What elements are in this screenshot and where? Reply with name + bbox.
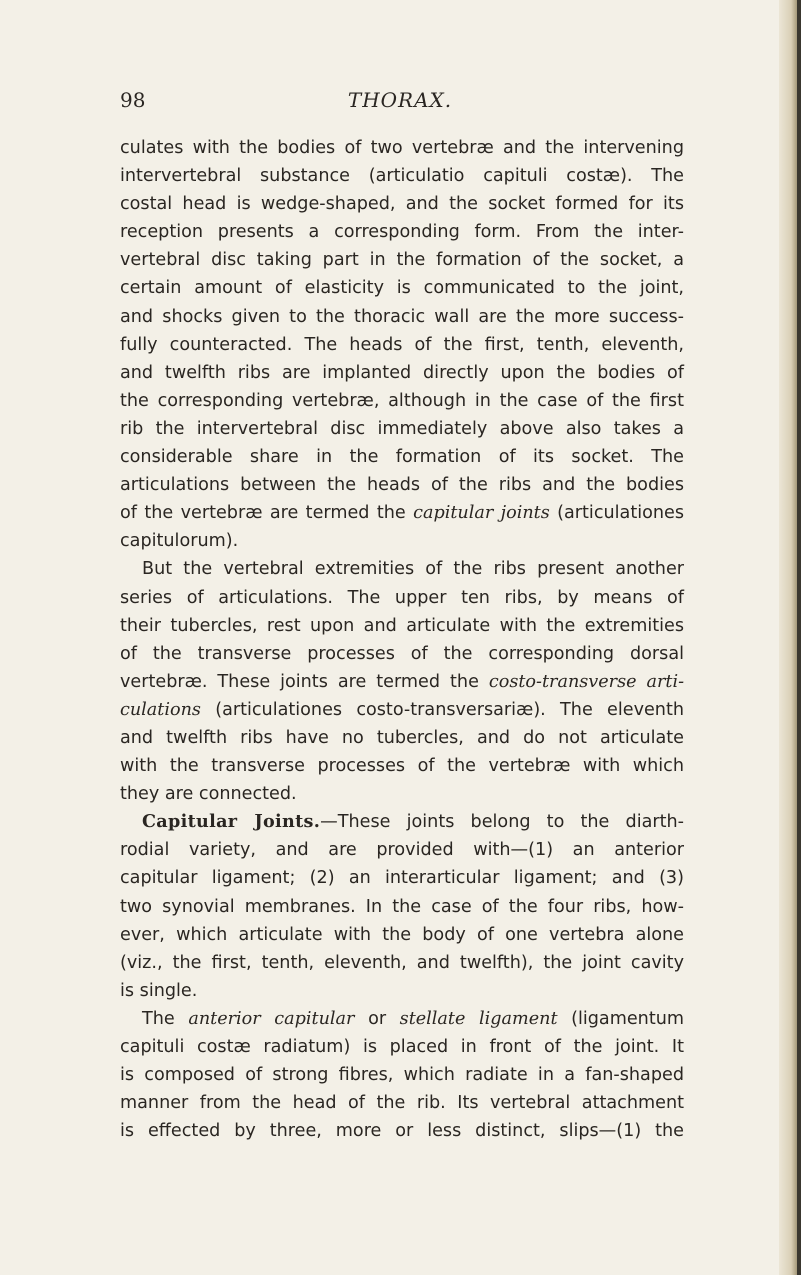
text-line: is single. bbox=[120, 980, 198, 1001]
text-line: is effected by three, more or less distinct, slips—(1) the bbox=[120, 1121, 684, 1142]
text-line: rodial variety, and are provided with—(1) an anterior bbox=[120, 840, 684, 861]
text-line: ever, which articulate with the body of one vertebra alone bbox=[120, 924, 684, 945]
text-segment: vertebræ. These joints are termed the bbox=[120, 671, 479, 692]
text-line: costal head is wedge-shaped, and the socket formed for its bbox=[120, 194, 684, 215]
text-line: of the transverse processes of the corresponding dorsal bbox=[120, 643, 684, 664]
text-line bbox=[120, 808, 684, 836]
text-line bbox=[120, 696, 684, 724]
text-line: culates with the bodies of two vertebræ and the intervening bbox=[120, 138, 684, 158]
term-stellate-ligament: stellate ligament bbox=[399, 1008, 558, 1029]
text-line: two synovial membranes. In the case of the four ribs, how- bbox=[120, 896, 684, 917]
text-line: (viz., the first, tenth, eleventh, and twelfth), the joint cavity bbox=[120, 952, 684, 973]
text-line: intervertebral substance (articulatio capituli costæ). The bbox=[120, 166, 684, 187]
text-line: considerable share in the formation of its socket. The bbox=[120, 447, 684, 468]
body-text bbox=[120, 134, 684, 1145]
term-culations: culations bbox=[120, 699, 201, 720]
text-segment: (ligamentum bbox=[571, 1008, 685, 1029]
text-line: reception presents a corresponding form. From the inter- bbox=[120, 222, 684, 243]
page-edge bbox=[779, 0, 801, 1275]
text-line: capitular ligament; (2) an interarticular ligament; and (3) bbox=[120, 868, 684, 889]
text-line: with the transverse processes of the vertebræ with which bbox=[120, 756, 684, 777]
text-segment: or bbox=[368, 1008, 387, 1029]
text-segment: —These joints belong to the diarth- bbox=[320, 812, 684, 833]
term-costo-transverse: costo-transverse arti- bbox=[488, 671, 685, 692]
page-header bbox=[120, 88, 680, 118]
text-line: manner from the head of the rib. Its vertebral attachment bbox=[120, 1093, 684, 1114]
text-line: is composed of strong fibres, which radiate in a fan-shaped bbox=[120, 1065, 684, 1086]
term-capitular-joints: capitular joints bbox=[413, 503, 550, 524]
text-line: fully counteracted. The heads of the first, tenth, eleventh, bbox=[120, 334, 684, 355]
text-segment: of the vertebræ are termed the bbox=[120, 503, 406, 524]
text-segment: The bbox=[142, 1008, 175, 1029]
text-line: certain amount of elasticity is communicated to the joint, bbox=[120, 278, 684, 299]
text-line: vertebral disc taking part in the formation of the socket, a bbox=[120, 250, 684, 271]
text-segment: (articulationes bbox=[557, 503, 685, 524]
text-line: the corresponding vertebræ, although in the case of the first bbox=[120, 390, 684, 411]
text-line: articulations between the heads of the ribs and the bodies bbox=[120, 475, 684, 496]
text-line: and twelfth ribs have no tubercles, and do not articulate bbox=[120, 727, 684, 748]
text-line: they are connected. bbox=[120, 784, 297, 805]
section-heading: Capitular Joints. bbox=[142, 811, 321, 833]
text-line: But the vertebral extremities of the ribs present another bbox=[142, 559, 684, 580]
text-line bbox=[120, 499, 684, 527]
page-number: 98 bbox=[120, 88, 146, 112]
text-line: capituli costæ radiatum) is placed in front of the joint. It bbox=[120, 1037, 684, 1057]
text-line bbox=[120, 1005, 684, 1033]
text-line: and shocks given to the thoracic wall are the more success- bbox=[120, 306, 684, 327]
text-line: their tubercles, rest upon and articulate with the extremities bbox=[120, 615, 684, 636]
running-title: THORAX. bbox=[347, 88, 453, 112]
text-line: series of articulations. The upper ten ribs, by means of bbox=[120, 587, 684, 608]
text-line: rib the intervertebral disc immediately above also takes a bbox=[120, 418, 684, 439]
text-line: and twelfth ribs are implanted directly upon the bodies of bbox=[120, 362, 684, 383]
text-segment: (articulationes costo-transversariæ). The eleventh bbox=[215, 699, 684, 720]
text-line bbox=[120, 668, 684, 696]
text-line: capitulorum). bbox=[120, 531, 239, 552]
term-anterior-capitular: anterior capitular bbox=[188, 1008, 355, 1029]
